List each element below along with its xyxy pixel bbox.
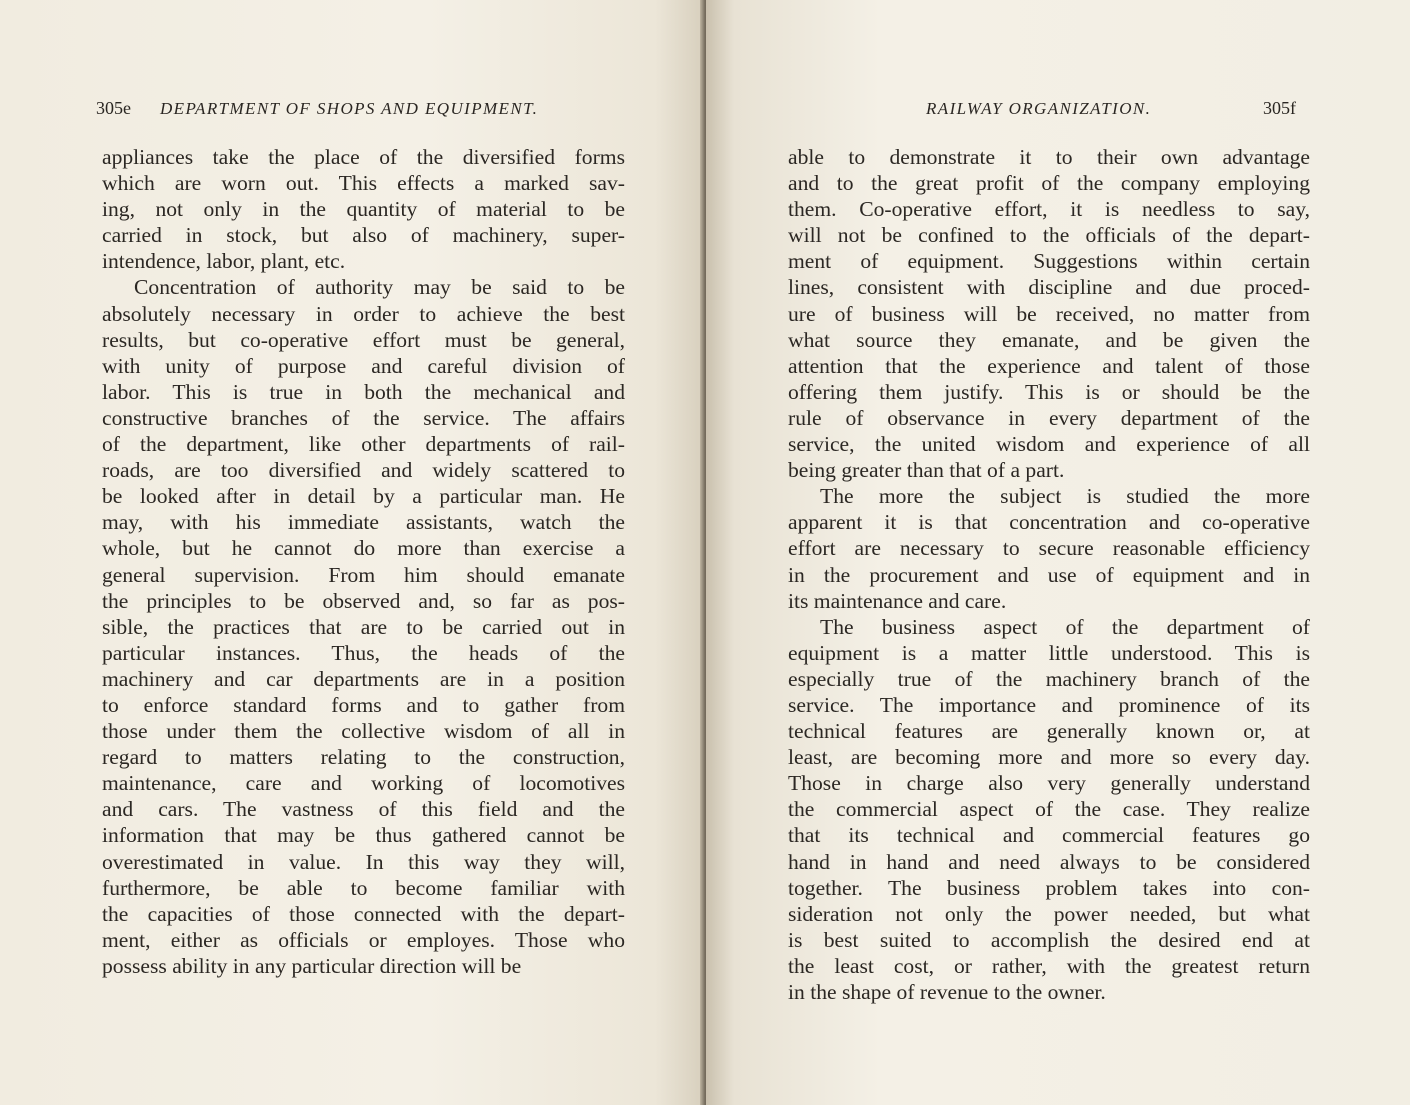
text-line: technical features are generally known or, at <box>788 719 1310 744</box>
text-line: that its technical and commercial features go <box>788 823 1310 848</box>
text-line: sible, the practices that are to be carried out in <box>102 614 625 639</box>
text-line: results, but co-operative effort must be general, <box>102 327 625 352</box>
text-line: absolutely necessary in order to achieve the best <box>102 301 625 326</box>
text-line: roads, are too diversified and widely scattered to <box>102 458 625 483</box>
left-running-head: DEPARTMENT OF SHOPS AND EQUIPMENT. <box>160 99 539 118</box>
text-line: rule of observance in every department of the <box>788 405 1310 430</box>
text-line: attention that the experience and talent of those <box>788 353 1310 378</box>
text-line: will not be confined to the officials of the depart- <box>788 223 1310 248</box>
right-page-number: 305f <box>1263 98 1296 118</box>
text-line: service, the united wisdom and experience of all <box>788 432 1310 457</box>
text-line: the commercial aspect of the case. They realize <box>788 797 1310 822</box>
text-line: and cars. The vastness of this field and the <box>102 797 625 822</box>
text-line: them. Co-operative effort, it is needless to say, <box>788 197 1310 222</box>
right-page <box>706 0 1410 1105</box>
left-page-body <box>102 144 625 979</box>
text-line: labor. This is true in both the mechanical and <box>102 379 625 404</box>
text-line: with unity of purpose and careful division of <box>102 353 625 378</box>
text-line: be looked after in detail by a particular man. He <box>102 484 625 509</box>
text-line: appliances take the place of the diversified forms <box>102 145 625 169</box>
text-line: to enforce standard forms and to gather from <box>102 692 625 717</box>
text-line: ment of equipment. Suggestions within certain <box>788 249 1310 274</box>
text-line: least, are becoming more and more so every day. <box>788 745 1310 770</box>
text-line: is best suited to accomplish the desired end at <box>788 927 1310 952</box>
text-line: regard to matters relating to the construction, <box>102 745 625 770</box>
text-line: sideration not only the power needed, but what <box>788 901 1310 926</box>
text-line: overestimated in value. In this way they will, <box>102 849 625 874</box>
text-line: what source they emanate, and be given the <box>788 327 1310 352</box>
text-line: whole, but he cannot do more than exercise a <box>102 536 625 561</box>
text-line: possess ability in any particular direction will be <box>102 953 522 978</box>
text-line: The business aspect of the department of <box>820 614 1310 639</box>
text-line: the principles to be observed and, so far as pos- <box>102 588 625 613</box>
text-line: carried in stock, but also of machinery, super- <box>102 223 625 248</box>
text-line: which are worn out. This effects a marked sav- <box>102 171 625 196</box>
text-line: information that may be thus gathered cannot be <box>102 823 625 848</box>
text-line: its maintenance and care. <box>788 588 1007 613</box>
text-line: able to demonstrate it to their own advantage <box>788 145 1310 169</box>
text-line: machinery and car departments are in a position <box>102 666 625 691</box>
text-line: in the shape of revenue to the owner. <box>788 980 1106 1004</box>
text-line: intendence, labor, plant, etc. <box>102 249 346 274</box>
text-line: together. The business problem takes into con- <box>788 875 1310 900</box>
text-line: in the procurement and use of equipment and in <box>788 562 1310 587</box>
right-page-body <box>788 144 1310 1005</box>
text-line: ing, not only in the quantity of material to be <box>102 197 625 222</box>
text-line: offering them justify. This is or should be the <box>788 379 1310 404</box>
text-line: ure of business will be received, no matter from <box>788 301 1310 326</box>
text-line: effort are necessary to secure reasonable efficiency <box>788 536 1310 561</box>
left-page-number: 305e <box>96 98 131 118</box>
right-running-head: RAILWAY ORGANIZATION. <box>926 99 1152 118</box>
text-line: Concentration of authority may be said to be <box>134 275 625 300</box>
text-line: maintenance, care and working of locomotives <box>102 771 625 796</box>
text-line: the capacities of those connected with the depart- <box>102 901 625 926</box>
text-line: those under them the collective wisdom of all in <box>102 719 625 744</box>
text-line: The more the subject is studied the more <box>820 484 1310 509</box>
text-line: constructive branches of the service. The affairs <box>102 405 625 430</box>
text-line: may, with his immediate assistants, watch the <box>102 510 625 535</box>
text-line: furthermore, be able to become familiar with <box>102 875 625 900</box>
text-line: the least cost, or rather, with the greatest return <box>788 953 1310 978</box>
text-line: of the department, like other departments of rail- <box>102 432 625 457</box>
text-line: ment, either as officials or employes. Those who <box>102 927 625 952</box>
text-line: equipment is a matter little understood. This is <box>788 640 1310 665</box>
text-line: particular instances. Thus, the heads of the <box>102 640 625 665</box>
text-line: apparent it is that concentration and co-operative <box>788 510 1310 535</box>
text-line: especially true of the machinery branch of the <box>788 666 1310 691</box>
text-line: service. The importance and prominence of its <box>788 692 1310 717</box>
text-line: Those in charge also very generally understand <box>788 771 1310 796</box>
text-line: lines, consistent with discipline and due proced- <box>788 275 1310 300</box>
text-line: general supervision. From him should emanate <box>102 562 625 587</box>
text-line: being greater than that of a part. <box>788 458 1065 483</box>
left-page <box>0 0 704 1105</box>
text-line: and to the great profit of the company employing <box>788 171 1310 196</box>
text-line: hand in hand and need always to be considered <box>788 849 1310 874</box>
